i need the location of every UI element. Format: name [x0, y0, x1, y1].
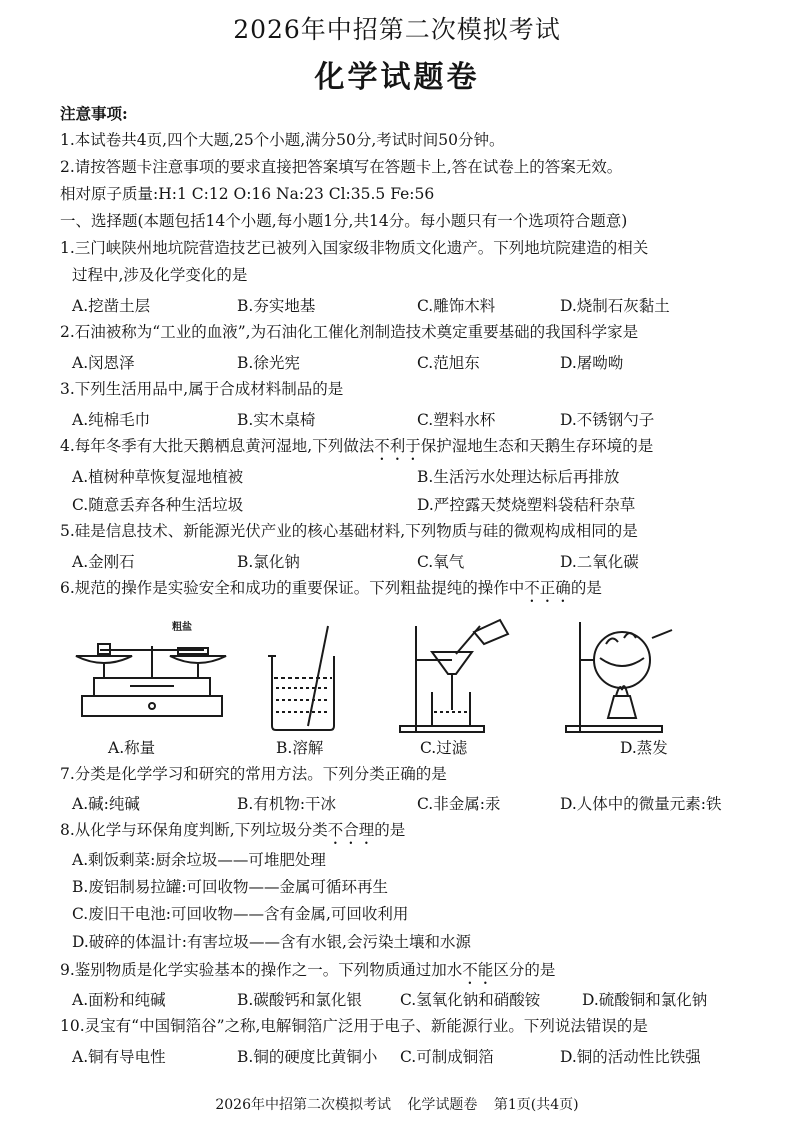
question-9-stem — [60, 960, 555, 988]
question-3-options — [72, 408, 772, 430]
q7-option-d: D.人体中的微量元素:铁 — [560, 795, 722, 813]
q7-option-a: A.碱:纯碱 — [72, 795, 140, 813]
q6-option-c: C.过滤 — [420, 739, 468, 757]
q6-stem-pre: 6.规范的操作是实验安全和成功的重要保证。下列粗盐提纯的操作中 — [60, 579, 525, 597]
beaker-figure — [268, 626, 334, 730]
section-heading: 一、选择题(本题包括14个小题,每小题1分,共14分。每小题只有一个选项符合题意) — [60, 212, 628, 230]
q1-option-d: D.烧制石灰黏土 — [560, 297, 670, 315]
q9-option-b: B.碳酸钙和氯化银 — [237, 991, 362, 1009]
question-5-stem: 5.硅是信息技术、新能源光伏产业的核心基础材料,下列物质与硅的微观构成相同的是 — [60, 522, 638, 540]
question-1-stem: 1.三门峡陕州地坑院营造技艺已被列入国家级非物质文化遗产。下列地坑院建造的相关 — [60, 239, 649, 257]
q1-option-a: A.挖凿土层 — [72, 297, 151, 315]
q9-option-d: D.硫酸铜和氯化钠 — [582, 991, 708, 1009]
q8-option-a: A.剩饭剩菜:厨余垃圾——可堆肥处理 — [72, 851, 326, 869]
q9-emphasis: 不能 — [462, 961, 494, 979]
balance-figure — [76, 644, 226, 716]
q3-option-c: C.塑料水杯 — [417, 411, 496, 429]
q9-stem-post: 区分的是 — [493, 961, 556, 979]
q4-option-d: D.严控露天焚烧塑料袋秸秆杂草 — [417, 496, 636, 514]
q7-option-c: C.非金属:汞 — [417, 795, 501, 813]
q3-option-b: B.实木桌椅 — [237, 411, 316, 429]
q4-option-b: B.生活污水处理达标后再排放 — [417, 468, 620, 486]
question-2-stem: 2.石油被称为“工业的血液”,为石油化工催化剂制造技术奠定重要基础的我国科学家是 — [60, 323, 639, 341]
q5-option-a: A.金刚石 — [72, 553, 135, 571]
question-5-options — [72, 550, 772, 572]
paper-title: 化学试题卷 — [314, 60, 480, 95]
question-4-stem — [60, 436, 653, 464]
q8-emphasis: 不合理 — [327, 821, 375, 839]
q4-stem-pre: 4.每年冬季有大批天鹅栖息黄河湿地,下列做法 — [60, 437, 375, 455]
question-2-options — [72, 351, 772, 373]
atomic-mass: 相对原子质量:H:1 C:12 O:16 Na:23 Cl:35.5 Fe:56 — [60, 185, 435, 203]
footer-paper: 化学试题卷 — [407, 1097, 478, 1113]
q5-option-b: B.氯化钠 — [237, 553, 300, 571]
question-1-stem-cont: 过程中,涉及化学变化的是 — [72, 266, 248, 284]
footer-exam: 2026年中招第二次模拟考试 — [215, 1097, 391, 1113]
q4-option-c: C.随意丢弃各种生活垃圾 — [72, 496, 244, 514]
q1-option-b: B.夯实地基 — [237, 297, 316, 315]
salt-purification-figures — [60, 608, 750, 736]
footer-page: 第1页(共4页) — [493, 1097, 579, 1113]
notice-heading: 注意事项: — [60, 104, 128, 123]
page-footer — [0, 1094, 794, 1114]
q8-option-c: C.废旧干电池:可回收物——含有金属,可回收利用 — [72, 905, 409, 923]
q9-option-a: A.面粉和纯碱 — [72, 991, 166, 1009]
question-7-stem: 7.分类是化学学习和研究的常用方法。下列分类正确的是 — [60, 765, 447, 783]
q10-option-c: C.可制成铜箔 — [400, 1048, 494, 1066]
q7-option-b: B.有机物:干冰 — [237, 795, 337, 813]
notice-item-2: 2.请按答题卡注意事项的要求直接把答案填写在答题卡上,答在试卷上的答案无效。 — [60, 158, 623, 176]
question-1-options — [72, 294, 772, 316]
q5-option-c: C.氧气 — [417, 553, 465, 571]
q6-stem-post: 的是 — [570, 579, 602, 597]
salt-label: 粗盐 — [172, 622, 192, 633]
q2-option-a: A.闵恩泽 — [72, 354, 135, 372]
q3-option-a: A.纯棉毛巾 — [72, 411, 151, 429]
q10-option-a: A.铜有导电性 — [72, 1048, 166, 1066]
exam-title: 2026年中招第二次模拟考试 — [233, 15, 561, 44]
q2-option-c: C.范旭东 — [417, 354, 480, 372]
q6-option-d: D.蒸发 — [620, 739, 668, 757]
q8-stem-pre: 8.从化学与环保角度判断,下列垃圾分类 — [60, 821, 328, 839]
question-6-stem — [60, 578, 602, 606]
filtration-figure — [400, 620, 508, 732]
q4-option-a: A.植树种草恢复湿地植被 — [72, 468, 244, 486]
q8-stem-post: 的是 — [374, 821, 406, 839]
question-10-options — [72, 1045, 772, 1067]
question-8-stem — [60, 820, 405, 848]
q2-option-d: D.屠呦呦 — [560, 354, 624, 372]
q6-emphasis: 不正确 — [524, 579, 571, 597]
q9-option-c: C.氢氧化钠和硝酸铵 — [400, 991, 541, 1009]
notice-item-1: 1.本试卷共4页,四个大题,25个小题,满分50分,考试时间50分钟。 — [60, 131, 505, 149]
q6-option-a: A.称量 — [108, 739, 156, 757]
q1-option-c: C.雕饰木料 — [417, 297, 496, 315]
question-9-options — [72, 988, 772, 1010]
q4-stem-post: 保护湿地生态和天鹅生存环境的是 — [420, 437, 654, 455]
evaporation-figure — [566, 622, 672, 732]
q6-option-b: B.溶解 — [276, 739, 324, 757]
question-4-options-1 — [72, 465, 772, 487]
question-4-options-2 — [72, 493, 772, 515]
q8-option-b: B.废铝制易拉罐:可回收物——金属可循环再生 — [72, 878, 389, 896]
q10-option-d: D.铜的活动性比铁强 — [560, 1048, 701, 1066]
q9-stem-pre: 9.鉴别物质是化学实验基本的操作之一。下列物质通过加水 — [60, 961, 463, 979]
question-10-stem: 10.灵宝有“中国铜箔谷”之称,电解铜箔广泛用于电子、新能源行业。下列说法错误的是 — [60, 1017, 648, 1035]
q5-option-d: D.二氧化碳 — [560, 553, 639, 571]
q8-option-d: D.破碎的体温计:有害垃圾——含有水银,会污染土壤和水源 — [72, 933, 471, 951]
question-3-stem: 3.下列生活用品中,属于合成材料制品的是 — [60, 380, 344, 398]
q4-emphasis: 不利于 — [374, 437, 421, 455]
q10-option-b: B.铜的硬度比黄铜小 — [237, 1048, 378, 1066]
question-7-options — [72, 792, 772, 814]
q3-option-d: D.不锈钢勺子 — [560, 411, 655, 429]
q2-option-b: B.徐光宪 — [237, 354, 300, 372]
